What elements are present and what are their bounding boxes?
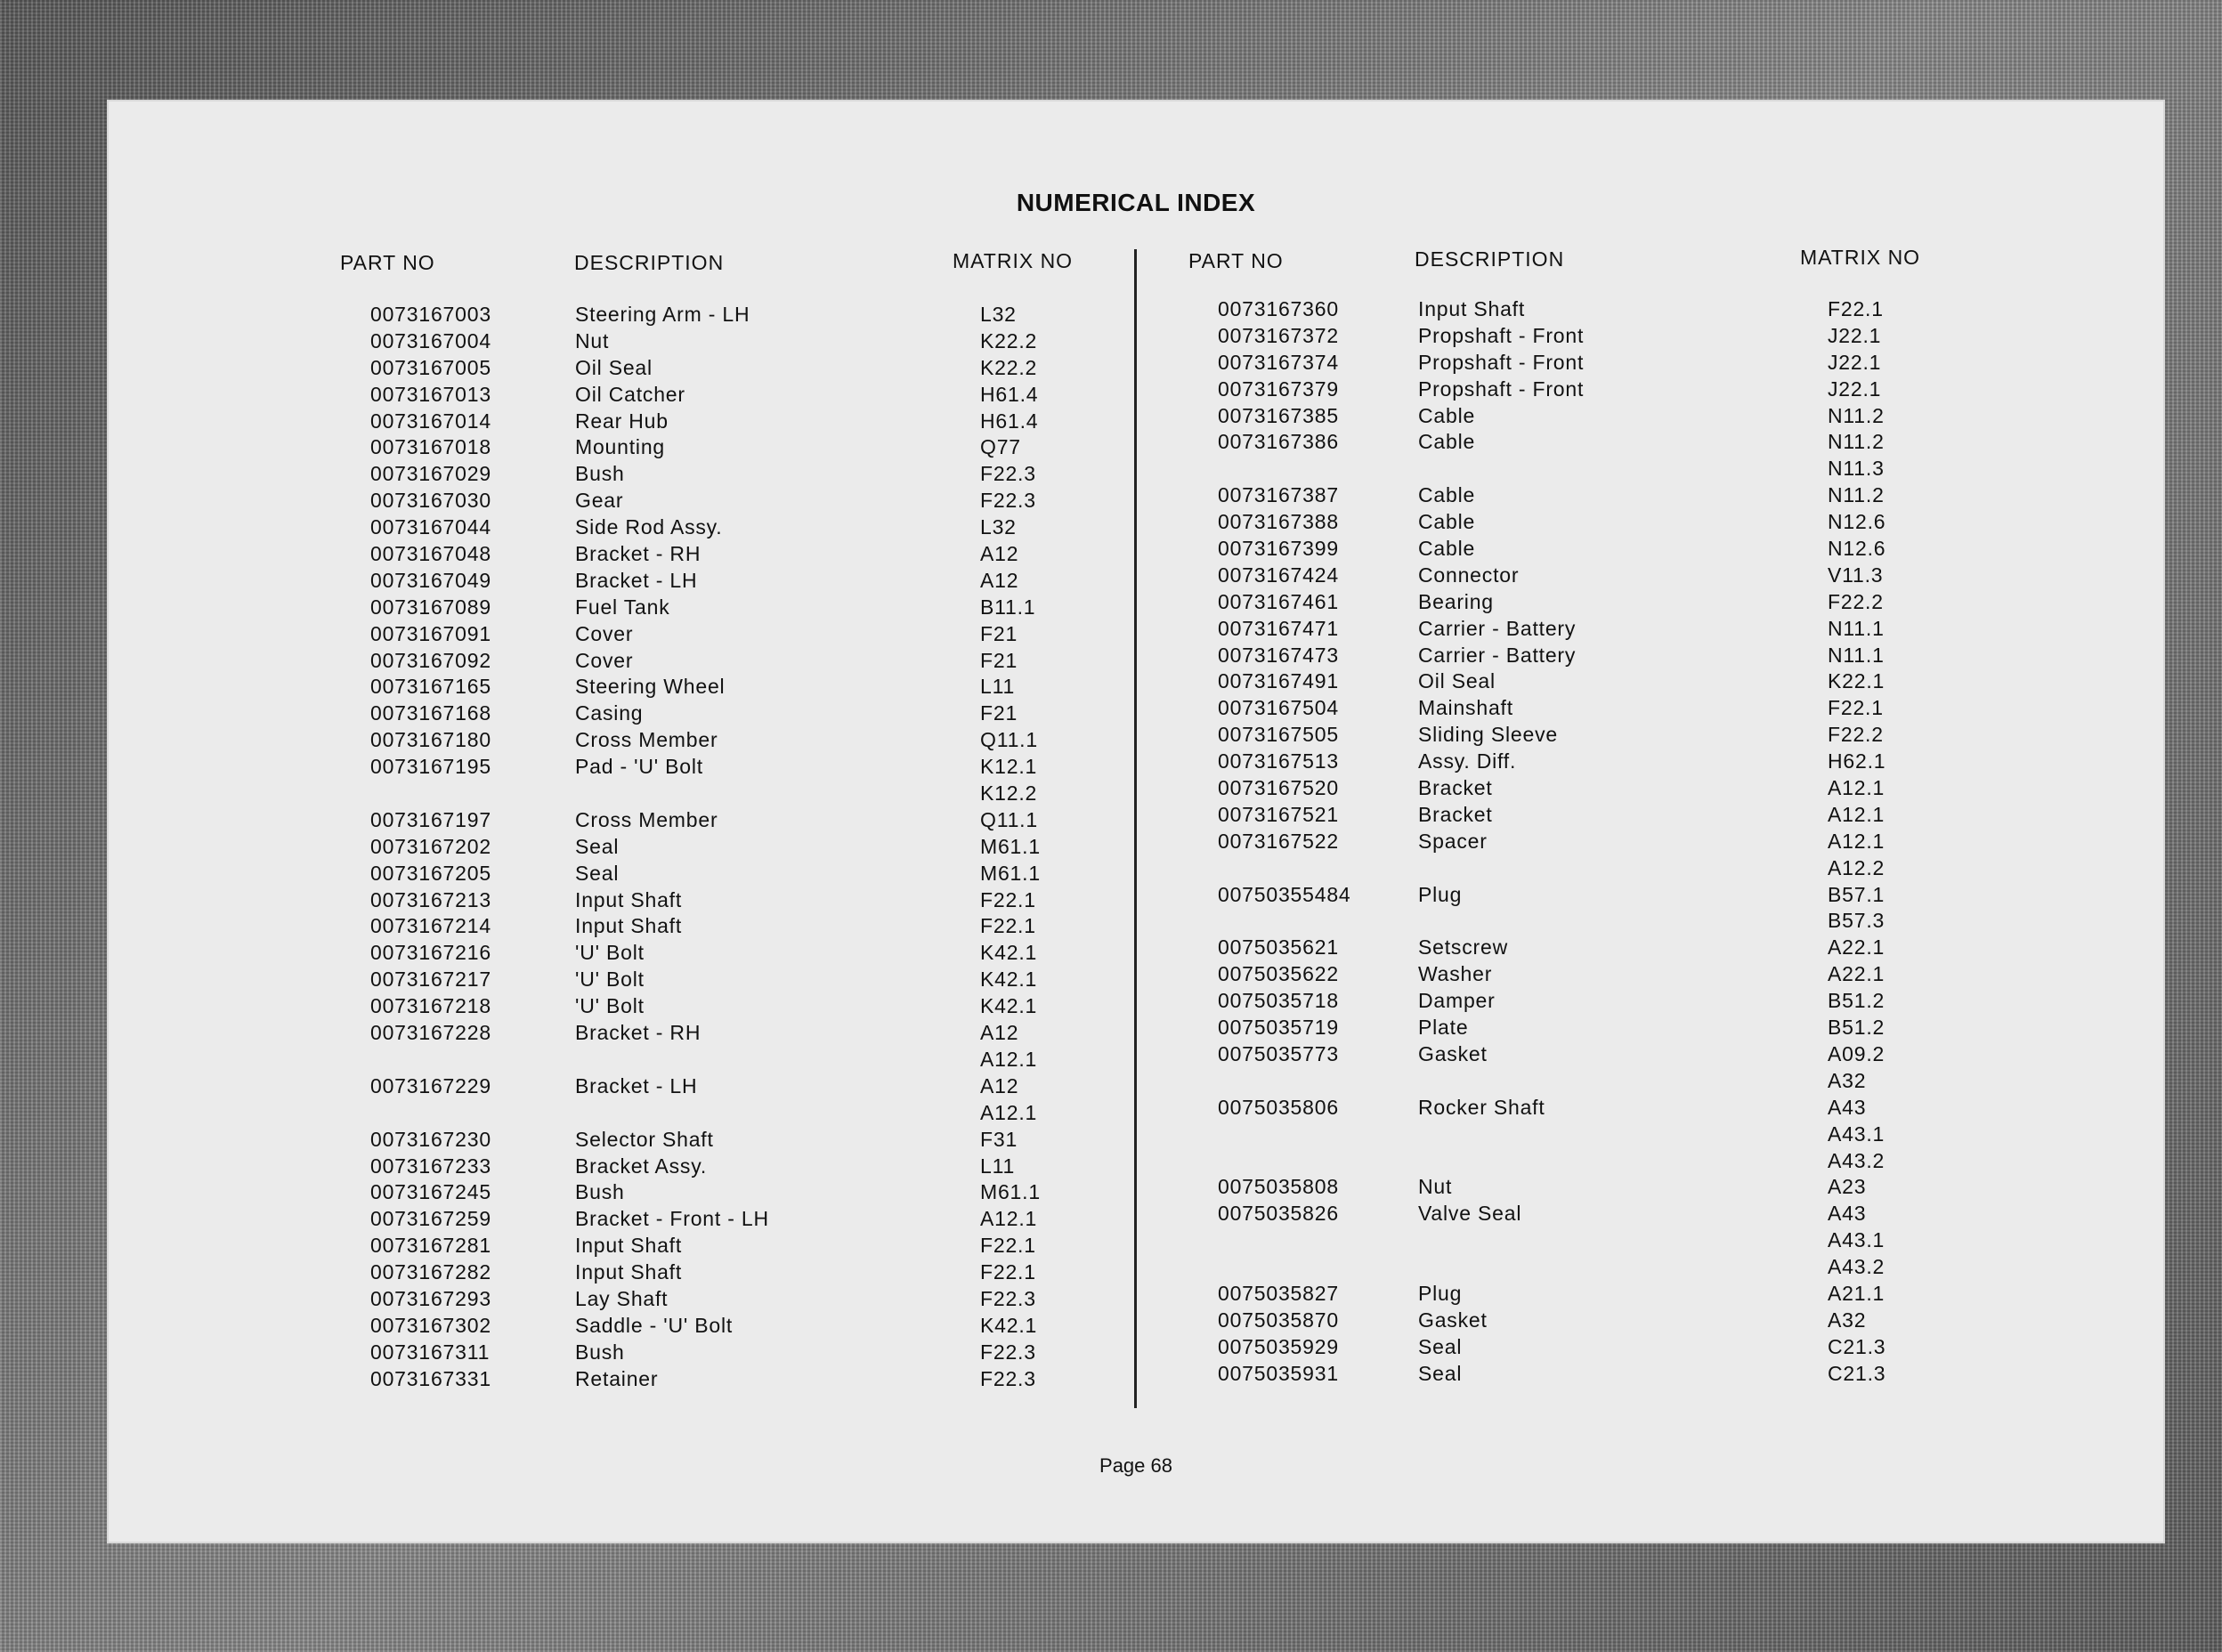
part-number: 0073167461: [1218, 589, 1339, 613]
description: Nut: [1418, 1175, 1453, 1199]
matrix-number: Q11.1: [980, 807, 1038, 831]
matrix-number: C21.3: [1828, 1334, 1886, 1358]
description: Plug: [1418, 1281, 1463, 1305]
description: Bush: [575, 462, 625, 486]
description: Bracket: [1418, 802, 1493, 826]
part-number: 0073167281: [370, 1234, 491, 1258]
part-number: 0073167228: [370, 1021, 491, 1045]
description: Spacer: [1418, 829, 1488, 853]
description: Seal: [575, 834, 620, 858]
matrix-number: F22.1: [1828, 297, 1884, 320]
matrix-number: F31: [980, 1127, 1018, 1151]
part-number: 0075035719: [1218, 1016, 1339, 1040]
matrix-number: F22.1: [980, 1234, 1036, 1258]
part-number: 0073167505: [1218, 723, 1339, 747]
matrix-number: N11.2: [1828, 403, 1885, 427]
description: Fuel Tank: [575, 595, 670, 619]
part-number: 0075035931: [1218, 1361, 1339, 1385]
left-header-description: DESCRIPTION: [574, 251, 725, 274]
part-number: 0073167360: [1218, 297, 1339, 320]
part-number: 0073167379: [1218, 377, 1339, 401]
part-number: 0073167311: [370, 1340, 491, 1364]
matrix-number: K12.2: [980, 781, 1038, 806]
description: Bush: [575, 1180, 625, 1204]
description: Bracket Assy.: [575, 1154, 708, 1178]
description: Rocker Shaft: [1418, 1095, 1545, 1119]
description: Nut: [575, 328, 610, 352]
matrix-number: J22.1: [1828, 350, 1882, 374]
description: Side Rod Assy.: [575, 515, 723, 539]
part-number: 0075035806: [1218, 1095, 1339, 1119]
matrix-number: A09.2: [1828, 1041, 1885, 1065]
part-number: 0073167385: [1218, 403, 1339, 427]
part-number: 0075035621: [1218, 935, 1339, 960]
description: Input Shaft: [1418, 297, 1526, 320]
description: Gasket: [1418, 1308, 1488, 1332]
part-number: 0073167374: [1218, 350, 1339, 374]
index-sheet: [107, 100, 2165, 1543]
part-number: 0073167282: [370, 1260, 491, 1284]
description: Saddle - 'U' Bolt: [575, 1313, 734, 1337]
matrix-number: N12.6: [1828, 510, 1886, 534]
part-number: 0075035827: [1218, 1281, 1339, 1305]
part-number: 0073167202: [370, 834, 491, 858]
description: Bearing: [1418, 589, 1494, 613]
matrix-number: A12.1: [980, 1100, 1038, 1124]
part-number: 0073167029: [370, 462, 491, 486]
description: Seal: [1418, 1361, 1463, 1385]
matrix-number: A43.2: [1828, 1148, 1885, 1172]
matrix-number: K42.1: [980, 968, 1038, 992]
matrix-number: A12: [980, 568, 1019, 592]
matrix-number: N11.2: [1828, 430, 1885, 454]
matrix-number: F21: [980, 701, 1018, 725]
part-number: 0073167491: [1218, 669, 1339, 693]
description: Casing: [575, 701, 644, 725]
part-number: 0073167504: [1218, 696, 1339, 720]
part-number: 0073167049: [370, 568, 491, 592]
description: Cable: [1418, 510, 1476, 534]
description: Washer: [1418, 962, 1493, 986]
matrix-number: F22.3: [980, 462, 1036, 486]
matrix-number: F22.2: [1828, 589, 1884, 613]
description: Oil Seal: [1418, 669, 1496, 693]
description: Propshaft - Front: [1418, 377, 1585, 401]
description: Bracket - Front - LH: [575, 1207, 769, 1231]
description: Oil Catcher: [575, 382, 685, 406]
part-number: 0073167004: [370, 328, 491, 352]
description: Input Shaft: [575, 1260, 683, 1284]
matrix-number: F22.1: [980, 1260, 1036, 1284]
part-number: 0073167387: [1218, 483, 1339, 507]
part-number: 0075035826: [1218, 1202, 1339, 1226]
matrix-number: A12.1: [1828, 829, 1885, 853]
part-number: 0073167214: [370, 914, 491, 938]
part-number: 0073167168: [370, 701, 491, 725]
part-number: 0073167372: [1218, 323, 1339, 347]
part-number: 0073167013: [370, 382, 491, 406]
matrix-number: B51.2: [1828, 1016, 1885, 1040]
part-number: 0073167044: [370, 515, 491, 539]
description: Valve Seal: [1418, 1202, 1522, 1226]
matrix-number: F22.3: [980, 1286, 1036, 1310]
description: Cable: [1418, 403, 1476, 427]
description: Seal: [1418, 1334, 1463, 1358]
description: Oil Seal: [575, 355, 653, 379]
matrix-number: A43.1: [1828, 1122, 1885, 1146]
matrix-number: N12.6: [1828, 537, 1886, 561]
part-number: 0073167471: [1218, 616, 1339, 640]
description: Plate: [1418, 1016, 1469, 1040]
matrix-number: F22.1: [980, 914, 1036, 938]
description: Input Shaft: [575, 1234, 683, 1258]
part-number: 0075035870: [1218, 1308, 1339, 1332]
matrix-number: A12.1: [980, 1047, 1038, 1071]
description: Cable: [1418, 483, 1476, 507]
matrix-number: K12.1: [980, 755, 1038, 779]
matrix-number: K42.1: [980, 941, 1038, 965]
part-number: 0073167233: [370, 1154, 491, 1178]
part-number: 0075035718: [1218, 989, 1339, 1013]
part-number: 0073167205: [370, 861, 491, 885]
matrix-number: Q77: [980, 435, 1021, 459]
part-number: 0073167259: [370, 1207, 491, 1231]
part-number: 0073167005: [370, 355, 491, 379]
matrix-number: K42.1: [980, 994, 1038, 1018]
matrix-number: A22.1: [1828, 935, 1885, 960]
part-number: 0073167048: [370, 542, 491, 566]
matrix-number: N11.1: [1828, 643, 1885, 667]
part-number: 0073167513: [1218, 749, 1339, 773]
description: Cross Member: [575, 728, 718, 752]
description: Mainshaft: [1418, 696, 1513, 720]
part-number: 0073167293: [370, 1286, 491, 1310]
matrix-number: A12.1: [980, 1207, 1038, 1231]
matrix-number: A12.2: [1828, 855, 1885, 879]
matrix-number: V11.3: [1828, 563, 1884, 587]
part-number: 0073167520: [1218, 776, 1339, 800]
description: Cross Member: [575, 807, 718, 831]
description: Steering Arm - LH: [575, 303, 750, 326]
right-header-part-no: PART NO: [1188, 249, 1284, 272]
description: Plug: [1418, 882, 1463, 906]
matrix-number: F21: [980, 648, 1018, 672]
matrix-number: A43: [1828, 1095, 1867, 1119]
matrix-number: A32: [1828, 1068, 1867, 1092]
matrix-number: A23: [1828, 1175, 1867, 1199]
matrix-number: C21.3: [1828, 1361, 1886, 1385]
page-title: NUMERICAL INDEX: [1016, 189, 1256, 216]
description: Carrier - Battery: [1418, 616, 1577, 640]
part-number: 0073167230: [370, 1127, 491, 1151]
part-number: 0073167229: [370, 1073, 491, 1097]
matrix-number: A12: [980, 1073, 1019, 1097]
matrix-number: M61.1: [980, 834, 1041, 858]
matrix-number: K22.2: [980, 355, 1038, 379]
description: Connector: [1418, 563, 1520, 587]
part-number: 0075035622: [1218, 962, 1339, 986]
matrix-number: B51.2: [1828, 989, 1885, 1013]
matrix-number: H62.1: [1828, 749, 1886, 773]
column-divider: [1134, 249, 1137, 1408]
part-number: 0075035773: [1218, 1041, 1339, 1065]
description: Cover: [575, 648, 634, 672]
description: Rear Hub: [575, 409, 669, 433]
part-number: 0073167018: [370, 435, 491, 459]
description: Seal: [575, 861, 620, 885]
part-number: 0073167180: [370, 728, 491, 752]
matrix-number: N11.2: [1828, 483, 1885, 507]
matrix-number: L32: [980, 303, 1017, 326]
part-number: 0073167003: [370, 303, 491, 326]
part-number: 0073167302: [370, 1313, 491, 1337]
matrix-number: A43: [1828, 1202, 1867, 1226]
matrix-number: M61.1: [980, 861, 1041, 885]
matrix-number: A43.1: [1828, 1228, 1885, 1252]
part-number: 0075035929: [1218, 1334, 1339, 1358]
description: Bracket: [1418, 776, 1493, 800]
matrix-number: F22.2: [1828, 723, 1884, 747]
matrix-number: B11.1: [980, 595, 1036, 619]
matrix-number: J22.1: [1828, 323, 1882, 347]
description: Pad - 'U' Bolt: [575, 755, 703, 779]
part-number: 0073167213: [370, 887, 491, 911]
matrix-number: H61.4: [980, 382, 1039, 406]
part-number: 0073167522: [1218, 829, 1339, 853]
part-number: 0073167245: [370, 1180, 491, 1204]
part-number: 0073167030: [370, 489, 491, 513]
matrix-number: A12.1: [1828, 802, 1885, 826]
description: Bush: [575, 1340, 625, 1364]
matrix-number: A12: [980, 1021, 1019, 1045]
matrix-number: L11: [980, 675, 1016, 699]
part-number: 0073167091: [370, 621, 491, 645]
description: Bracket - LH: [575, 568, 698, 592]
matrix-number: A22.1: [1828, 962, 1885, 986]
part-number: 0073167388: [1218, 510, 1339, 534]
matrix-number: F22.1: [980, 887, 1036, 911]
description: Cable: [1418, 430, 1476, 454]
left-header-matrix-no: MATRIX NO: [953, 249, 1074, 272]
matrix-number: N11.1: [1828, 616, 1885, 640]
matrix-number: L32: [980, 515, 1017, 539]
part-number: 0073167092: [370, 648, 491, 672]
description: 'U' Bolt: [575, 968, 645, 992]
matrix-number: B57.3: [1828, 909, 1885, 933]
description: Lay Shaft: [575, 1286, 669, 1310]
matrix-number: K42.1: [980, 1313, 1038, 1337]
description: Damper: [1418, 989, 1496, 1013]
description: 'U' Bolt: [575, 994, 645, 1018]
part-number: 0073167331: [370, 1366, 491, 1390]
description: Gasket: [1418, 1041, 1488, 1065]
matrix-number: A32: [1828, 1308, 1867, 1332]
matrix-number: A21.1: [1828, 1281, 1885, 1305]
matrix-number: F22.3: [980, 1366, 1036, 1390]
right-header-description: DESCRIPTION: [1415, 247, 1565, 271]
matrix-number: J22.1: [1828, 377, 1882, 401]
description: Cover: [575, 621, 634, 645]
description: Cable: [1418, 537, 1476, 561]
description: Setscrew: [1418, 935, 1508, 960]
description: Sliding Sleeve: [1418, 723, 1558, 747]
part-number: 0075035808: [1218, 1175, 1339, 1199]
description: Assy. Diff.: [1418, 749, 1517, 773]
matrix-number: L11: [980, 1154, 1016, 1178]
part-number: 0073167521: [1218, 802, 1339, 826]
part-number: 0073167089: [370, 595, 491, 619]
description: Steering Wheel: [575, 675, 726, 699]
description: Input Shaft: [575, 914, 683, 938]
matrix-number: H61.4: [980, 409, 1039, 433]
page-number: Page 68: [1099, 1454, 1172, 1477]
description: Mounting: [575, 435, 666, 459]
part-number: 0073167473: [1218, 643, 1339, 667]
part-number: 0073167386: [1218, 430, 1339, 454]
part-number: 0073167165: [370, 675, 491, 699]
part-number: 0073167197: [370, 807, 491, 831]
part-number: 0073167014: [370, 409, 491, 433]
part-number: 0073167195: [370, 755, 491, 779]
description: Propshaft - Front: [1418, 323, 1585, 347]
matrix-number: F22.3: [980, 489, 1036, 513]
description: 'U' Bolt: [575, 941, 645, 965]
description: Input Shaft: [575, 887, 683, 911]
description: Propshaft - Front: [1418, 350, 1585, 374]
matrix-number: N11.3: [1828, 457, 1885, 481]
matrix-number: K22.1: [1828, 669, 1885, 693]
description: Bracket - RH: [575, 1021, 701, 1045]
matrix-number: B57.1: [1828, 882, 1885, 906]
part-number: 0073167218: [370, 994, 491, 1018]
description: Carrier - Battery: [1418, 643, 1577, 667]
description: Bracket - LH: [575, 1073, 698, 1097]
description: Bracket - RH: [575, 542, 701, 566]
right-header-matrix-no: MATRIX NO: [1800, 246, 1921, 269]
part-number: 00750355484: [1218, 882, 1351, 906]
matrix-number: F21: [980, 621, 1018, 645]
matrix-number: K22.2: [980, 328, 1038, 352]
matrix-number: M61.1: [980, 1180, 1041, 1204]
description: Selector Shaft: [575, 1127, 714, 1151]
part-number: 0073167424: [1218, 563, 1339, 587]
matrix-number: F22.3: [980, 1340, 1036, 1364]
left-header-part-no: PART NO: [340, 251, 435, 274]
part-number: 0073167399: [1218, 537, 1339, 561]
matrix-number: A43.2: [1828, 1255, 1885, 1279]
description: Retainer: [575, 1366, 659, 1390]
part-number: 0073167217: [370, 968, 491, 992]
matrix-number: Q11.1: [980, 728, 1038, 752]
description: Gear: [575, 489, 624, 513]
matrix-number: F22.1: [1828, 696, 1884, 720]
matrix-number: A12: [980, 542, 1019, 566]
matrix-number: A12.1: [1828, 776, 1885, 800]
part-number: 0073167216: [370, 941, 491, 965]
